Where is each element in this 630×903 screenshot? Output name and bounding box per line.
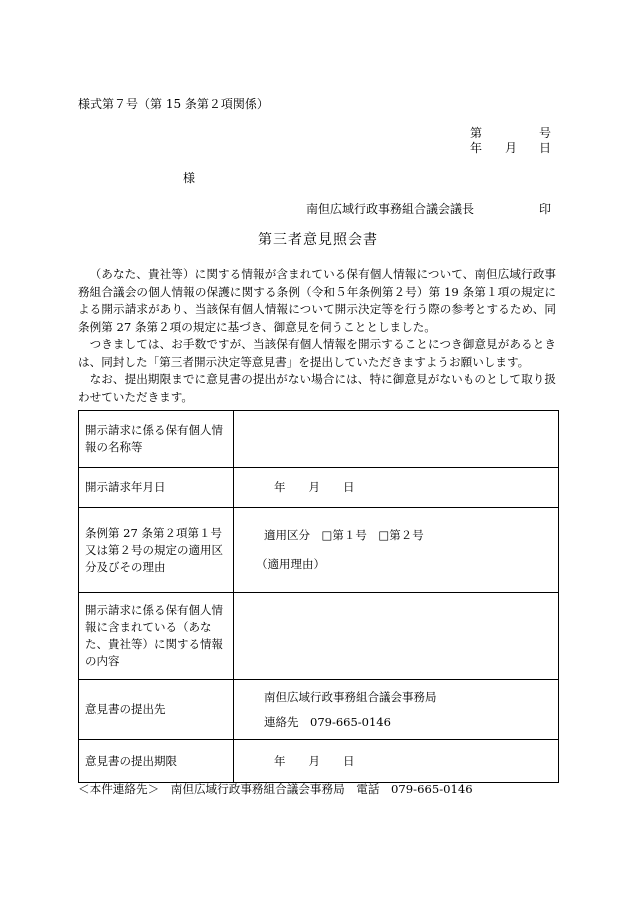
doc-number-prefix: 第 <box>470 126 483 140</box>
category-reason-label: （適用理由） <box>256 557 325 571</box>
date-day: 日 <box>539 141 552 155</box>
table-row <box>79 740 559 783</box>
row-label-category: 条例第 27 条第２項第１号又は第２号の規定の適用区分及びその理由 <box>79 508 234 593</box>
row-label-info-content: 開示請求に係る保有個人情報に含まれている（あなた、貴社等）に関する情報の内容 <box>79 593 234 680</box>
paragraph-3: なお、提出期限までに意見書の提出がない場合には、特に御意見がないものとして取り扱わせていただきます。 <box>78 372 556 404</box>
table-row <box>79 508 559 593</box>
submit-to-office: 南但広域行政事務組合議会事務局 <box>264 689 437 704</box>
addressee-honorific: 様 <box>183 171 196 185</box>
body-text <box>78 266 556 406</box>
table-row <box>79 411 559 468</box>
row-value-submit-to <box>234 680 559 740</box>
paragraph-1: （あなた、貴社等）に関する情報が含まれている保有個人情報について、南但広域行政事務組合議会の個人情報の保護に関する条例（令和５年条例第２号）第 19 条第１項の規定による開示請求があり、当該保有個人情報について開示決定等を行う際の参考とするため、同条例第 27 条第２項の規定に基づき、御意見を伺うこととしました。 <box>78 267 556 334</box>
row-value-info-name <box>234 411 559 468</box>
row-value-request-date: 年 月 日 <box>234 468 559 508</box>
date-year: 年 <box>470 141 483 155</box>
inquiry-table <box>78 410 559 783</box>
doc-number-suffix: 号 <box>539 126 552 140</box>
date-month: 月 <box>505 141 518 155</box>
row-value-deadline: 年 月 日 <box>234 740 559 783</box>
sender-name: 南但広域行政事務組合議会議長 <box>306 202 475 216</box>
category-checkboxes: 適用区分 □第１号 □第２号 <box>264 528 424 542</box>
submit-to-phone: 連絡先 079-665-0146 <box>264 714 391 729</box>
table-row <box>79 680 559 740</box>
contact-footer: ＜本件連絡先＞ 南但広域行政事務組合議会事務局 電話 079-665-0146 <box>78 782 473 796</box>
table-row <box>79 468 559 508</box>
row-label-deadline: 意見書の提出期限 <box>79 740 234 783</box>
page-title: 第三者意見照会書 <box>258 232 378 248</box>
form-number: 様式第７号（第 15 条第２項関係） <box>78 97 269 111</box>
row-value-category <box>234 508 559 593</box>
table-row <box>79 593 559 680</box>
seal-mark: 印 <box>539 202 552 216</box>
row-label-request-date: 開示請求年月日 <box>79 468 234 508</box>
row-label-submit-to: 意見書の提出先 <box>79 680 234 740</box>
row-label-info-name: 開示請求に係る保有個人情報の名称等 <box>79 411 234 468</box>
row-value-info-content <box>234 593 559 680</box>
paragraph-2: つきましては、お手数ですが、当該保有個人情報を開示することにつき御意見があるときは、同封した「第三者開示決定等意見書」を提出していただきますようお願いします。 <box>78 337 556 369</box>
